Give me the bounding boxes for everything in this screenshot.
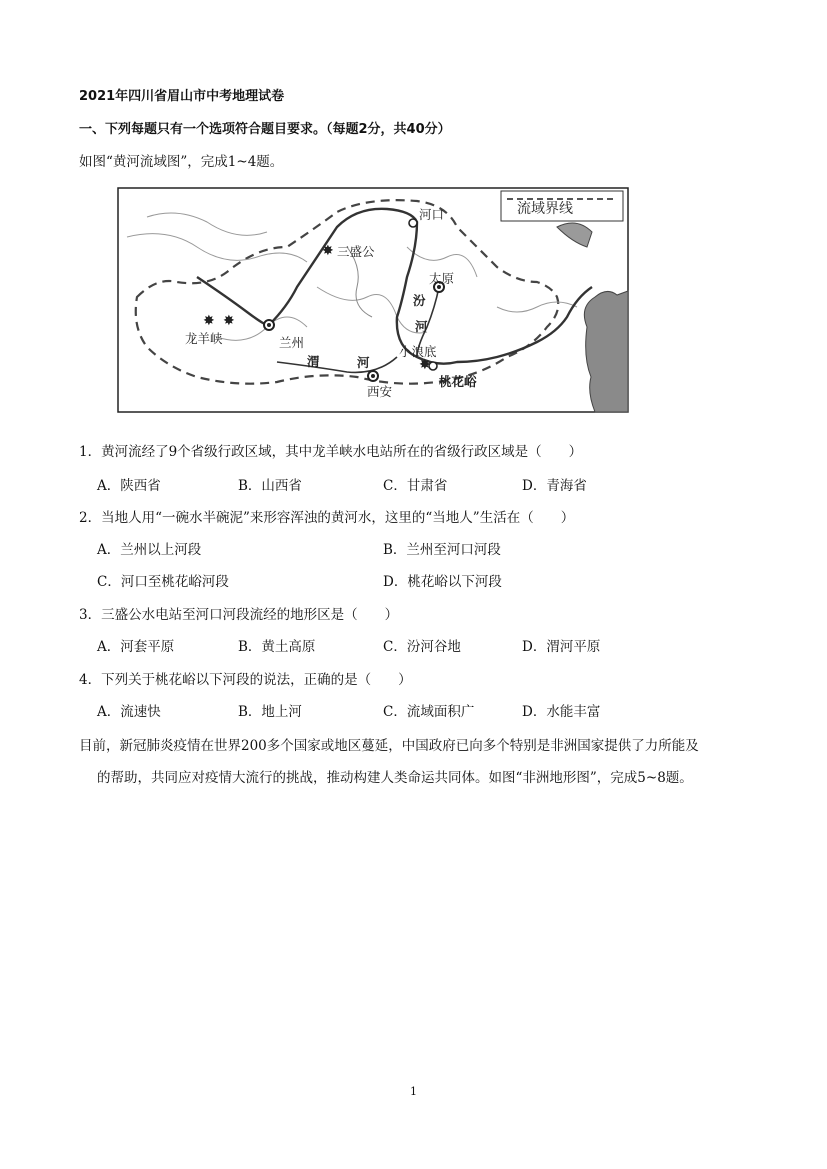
- question-4-option-a: A．流速快: [97, 704, 161, 720]
- question-3-option-d: D．渭河平原: [522, 639, 601, 655]
- question-2-option-b: B．兰州至河口河段: [383, 542, 501, 558]
- question-1-option-c: C．甘肃省: [383, 478, 448, 494]
- map-label-taohuayu: 桃花峪: [439, 374, 477, 389]
- map-label-fen-he: 河: [415, 319, 428, 334]
- page-number: 1: [410, 1085, 417, 1098]
- question-3-option-a: A．河套平原: [97, 639, 175, 655]
- map-label-hekou: 河口: [419, 207, 445, 222]
- question-2-option-d: D．桃花峪以下河段: [383, 574, 502, 590]
- map-label-wei-he: 河: [357, 355, 370, 370]
- doc-title: 2021年四川省眉山市中考地理试卷: [79, 89, 285, 104]
- map-label-wei: 渭: [307, 354, 320, 369]
- question-4-option-d: D．水能丰富: [522, 704, 601, 720]
- map-label-sanshenggong: 三盛公: [337, 244, 375, 259]
- map-label-xian: 西安: [367, 384, 393, 399]
- question-1-stem: 1．黄河流经了9个省级行政区域，其中龙羊峡水电站所在的省级行政区域是（ ）: [79, 444, 583, 460]
- svg-text:✸: ✸: [322, 243, 334, 259]
- map-label-xiaolangdi: 小浪底: [399, 344, 437, 359]
- map-label-taiyuan: 太原: [429, 271, 455, 286]
- question-1-option-d: D．青海省: [522, 478, 587, 494]
- map-label-lanzhou: 兰州: [279, 335, 305, 350]
- map-drawing: [117, 187, 629, 413]
- yellow-river-map: [117, 187, 629, 413]
- svg-text:✸: ✸: [223, 313, 235, 329]
- question-2-option-a: A．兰州以上河段: [97, 542, 202, 558]
- svg-text:✸: ✸: [203, 313, 215, 329]
- question-3-option-c: C．汾河谷地: [383, 639, 461, 655]
- question-4-option-c: C．流域面积广: [383, 704, 475, 720]
- question-3-stem: 3．三盛公水电站至河口河段流经的地形区是（ ）: [79, 607, 399, 623]
- question-2-stem: 2．当地人用“一碗水半碗泥”来形容浑浊的黄河水，这里的“当地人”生活在（ ）: [79, 510, 575, 526]
- svg-text:✸: ✸: [419, 357, 431, 373]
- question-3-option-b: B．黄土高原: [238, 639, 316, 655]
- map-legend-label: 流域界线: [517, 201, 573, 217]
- africa-intro-line-1: 目前，新冠肺炎疫情在世界200多个国家或地区蔓延，中国政府已向多个特别是非洲国家提供了力所能及: [79, 738, 699, 754]
- map-label-longyangxia: 龙羊峡: [185, 331, 223, 346]
- map-intro: 如图“黄河流域图”，完成1~4题。: [79, 154, 284, 170]
- question-2-option-c: C．河口至桃花峪河段: [97, 574, 229, 590]
- question-1-option-b: B．山西省: [238, 478, 302, 494]
- section-heading: 一、下列每题只有一个选项符合题目要求。（每题2分，共40分）: [79, 122, 451, 137]
- question-4-stem: 4．下列关于桃花峪以下河段的说法，正确的是（ ）: [79, 672, 412, 688]
- africa-intro-line-2: 的帮助，共同应对疫情大流行的挑战，推动构建人类命运共同体。如图“非洲地形图”，完成5~8题。: [97, 770, 693, 786]
- question-1-option-a: A．陕西省: [97, 478, 161, 494]
- map-label-fen: 汾: [413, 293, 426, 308]
- question-4-option-b: B．地上河: [238, 704, 302, 720]
